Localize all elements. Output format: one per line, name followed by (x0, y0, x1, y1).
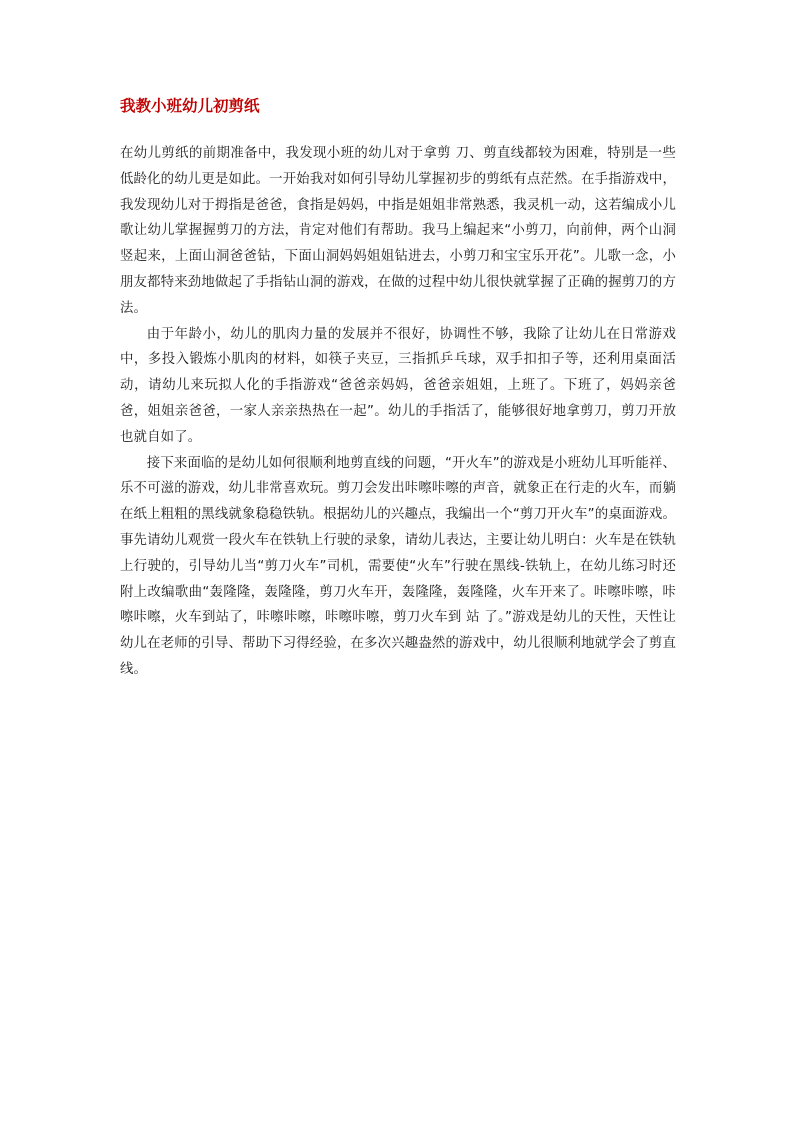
paragraph-3: 接下来面临的是幼儿如何很顺利地剪直线的问题，“开火车”的游戏是小班幼儿耳听能祥、乐不可滋的游戏，幼儿非常喜欢玩。剪刀会发出咔嚓咔嚓的声音，就象正在行走的火车，而躺在纸上粗粗的黑线就象稳稳铁轨。根据幼儿的兴趣点，我编出一个“剪刀开火车”的桌面游戏。事先请幼儿观赏一段火车在铁轨上行驶的录象，请幼儿表达，主要让幼儿明白：火车是在铁轨上行驶的，引导幼儿当“剪刀火车”司机，需要使“火车”行驶在黑线-铁轨上，在幼儿练习时还附上改编歌曲“轰隆隆，轰隆隆，剪刀火车开，轰隆隆，轰隆隆，火车开来了。咔嚓咔嚓，咔嚓咔嚓，火车到站了，咔嚓咔嚓，咔嚓咔嚓，剪刀火车到 站 了。”游戏是幼儿的天性，天性让幼儿在老师的引导、帮助下习得经验，在多次兴趣盎然的游戏中，幼儿很顺利地就学会了剪直线。 (120, 455, 676, 677)
paragraph-1: 在幼儿剪纸的前期准备中，我发现小班的幼儿对于拿剪 刀、剪直线都较为困难，特别是一些低龄化的幼儿更是如此。一开始我对如何引导幼儿掌握初步的剪纸有点茫然。在手指游戏中，我发现幼儿对于拇指是爸爸，食指是妈妈，中指是姐姐非常熟悉，我灵机一动，这若编成小儿歌让幼儿掌握握剪刀的方法，肯定对他们有帮助。我马上编起来“小剪刀，向前伸，两个山洞竖起来，上面山洞爸爸钻，下面山洞妈妈姐姐钻进去，小剪刀和宝宝乐开花”。儿歌一念，小朋友都特来劲地做起了手指钻山洞的游戏，在做的过程中幼儿很快就掌握了正确的握剪刀的方法。 (120, 146, 676, 316)
paragraph-2: 由于年龄小，幼儿的肌肉力量的发展并不很好，协调性不够，我除了让幼儿在日常游戏中，多投入锻炼小肌肉的材料，如筷子夹豆，三指抓乒乓球，双手扣扣子等，还利用桌面活动，请幼儿来玩拟人化的手指游戏“爸爸亲妈妈，爸爸亲姐姐，上班了。下班了，妈妈亲爸爸，姐姐亲爸爸，一家人亲亲热热在一起”。幼儿的手指活了，能够很好地拿剪刀，剪刀开放也就自如了。 (120, 326, 676, 445)
document-page (120, 90, 676, 683)
document-title: 我教小班幼儿初剪纸 (120, 96, 260, 115)
